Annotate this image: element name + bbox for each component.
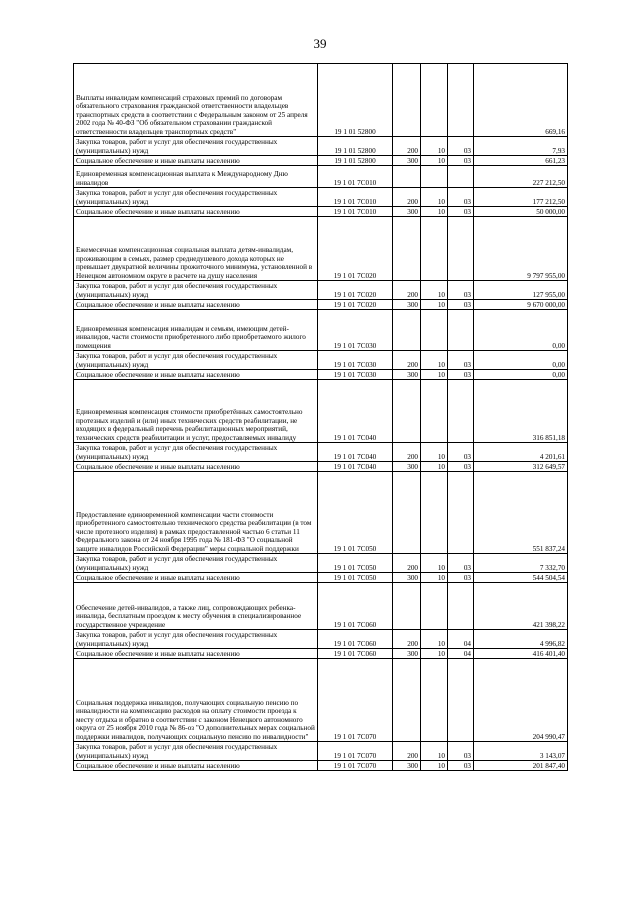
row-amount-cell: 9 670 000,00 (474, 300, 568, 310)
row-amount-cell: 551 837,24 (474, 472, 568, 554)
row-section-cell: 10 (421, 649, 448, 659)
row-expense-type-cell: 200 (393, 554, 421, 573)
row-section-cell (421, 166, 448, 188)
row-section-cell (421, 472, 448, 554)
row-amount-cell: 4 996,82 (474, 630, 568, 649)
table-row (74, 554, 568, 573)
table-row (74, 659, 568, 742)
row-amount-cell: 0,00 (474, 370, 568, 380)
table-row (74, 443, 568, 462)
row-target-article-cell: 19 1 01 7С060 (318, 630, 393, 649)
row-name-cell: Социальное обеспечение и иные выплаты населению (74, 462, 318, 472)
table-row (74, 462, 568, 472)
row-section-cell (421, 64, 448, 137)
row-name-cell: Ежемесячная компенсационная социальная выплата детям-инвалидам, проживающим в семьях, размер среднедушевого дохода которых не превышает двукратной величины прожиточного минимума, установленной в Ненецком автономном округе в расчете на душу населения (74, 217, 318, 281)
row-amount-cell: 7,93 (474, 137, 568, 156)
row-name-cell: Единовременная компенсация стоимости приобретённых самостоятельно протезных изделий и (или) иных технических средств реабилитации, не входящих в федеральный перечень реабилитационных мероприятий, технических средств реабилитации и услуг, предоставляемых инвалиду (74, 380, 318, 443)
row-expense-type-cell: 300 (393, 649, 421, 659)
row-name-cell: Социальное обеспечение и иные выплаты населению (74, 156, 318, 166)
row-name-cell: Единовременная компенсационная выплата к Международному Дню инвалидов (74, 166, 318, 188)
table-row (74, 156, 568, 166)
row-section-cell: 10 (421, 300, 448, 310)
row-target-article-cell: 19 1 01 7С060 (318, 649, 393, 659)
row-name-cell: Социальное обеспечение и иные выплаты населению (74, 300, 318, 310)
row-subsection-cell: 03 (448, 554, 474, 573)
row-target-article-cell: 19 1 01 7С070 (318, 659, 393, 742)
row-expense-type-cell: 200 (393, 137, 421, 156)
row-amount-cell: 316 851,18 (474, 380, 568, 443)
row-amount-cell: 0,00 (474, 351, 568, 370)
row-expense-type-cell (393, 659, 421, 742)
row-subsection-cell (448, 217, 474, 281)
row-target-article-cell: 19 1 01 7С040 (318, 380, 393, 443)
row-subsection-cell: 03 (448, 281, 474, 300)
row-amount-cell: 421 398,22 (474, 583, 568, 630)
row-name-cell: Закупка товаров, работ и услуг для обеспечения государственных (муниципальных) нужд (74, 443, 318, 462)
row-target-article-cell: 19 1 01 7С010 (318, 207, 393, 217)
row-amount-cell: 669,16 (474, 64, 568, 137)
table-row (74, 217, 568, 281)
budget-table (73, 63, 568, 771)
row-subsection-cell (448, 472, 474, 554)
row-subsection-cell (448, 166, 474, 188)
row-target-article-cell: 19 1 01 52800 (318, 137, 393, 156)
row-subsection-cell: 03 (448, 370, 474, 380)
row-section-cell: 10 (421, 188, 448, 207)
row-section-cell: 10 (421, 443, 448, 462)
table-row (74, 472, 568, 554)
row-expense-type-cell: 200 (393, 443, 421, 462)
row-name-cell: Выплаты инвалидам компенсаций страховых премий по договорам обязательного страхования гражданской ответственности владельцев транспортных средств в соответствии с Федеральным законом от 25 апреля 2002 года № 40-ФЗ "Об обязательном страховании гражданской ответственности владельцев транспортных средств" (74, 64, 318, 137)
row-name-cell: Социальное обеспечение и иные выплаты населению (74, 573, 318, 583)
row-target-article-cell: 19 1 01 7С020 (318, 217, 393, 281)
row-section-cell: 10 (421, 761, 448, 771)
table-row (74, 630, 568, 649)
row-amount-cell: 204 990,47 (474, 659, 568, 742)
row-target-article-cell: 19 1 01 7С050 (318, 472, 393, 554)
row-target-article-cell: 19 1 01 7С070 (318, 761, 393, 771)
row-name-cell: Социальное обеспечение и иные выплаты населению (74, 370, 318, 380)
row-amount-cell: 661,23 (474, 156, 568, 166)
row-subsection-cell (448, 583, 474, 630)
row-amount-cell: 416 401,40 (474, 649, 568, 659)
row-expense-type-cell (393, 217, 421, 281)
row-target-article-cell: 19 1 01 7С040 (318, 443, 393, 462)
row-subsection-cell: 03 (448, 573, 474, 583)
row-target-article-cell: 19 1 01 7С040 (318, 462, 393, 472)
row-subsection-cell: 03 (448, 462, 474, 472)
row-expense-type-cell (393, 472, 421, 554)
row-amount-cell: 312 649,57 (474, 462, 568, 472)
row-section-cell (421, 217, 448, 281)
row-section-cell (421, 659, 448, 742)
row-amount-cell: 127 955,00 (474, 281, 568, 300)
row-subsection-cell (448, 64, 474, 137)
row-name-cell: Социальное обеспечение и иные выплаты населению (74, 207, 318, 217)
row-amount-cell: 4 201,61 (474, 443, 568, 462)
row-subsection-cell: 03 (448, 188, 474, 207)
row-expense-type-cell: 300 (393, 300, 421, 310)
table-row (74, 207, 568, 217)
row-expense-type-cell (393, 310, 421, 351)
row-section-cell: 10 (421, 207, 448, 217)
row-section-cell: 10 (421, 156, 448, 166)
row-section-cell: 10 (421, 554, 448, 573)
row-expense-type-cell: 300 (393, 370, 421, 380)
row-name-cell: Закупка товаров, работ и услуг для обеспечения государственных (муниципальных) нужд (74, 188, 318, 207)
table-row (74, 310, 568, 351)
row-expense-type-cell: 300 (393, 207, 421, 217)
row-name-cell: Закупка товаров, работ и услуг для обеспечения государственных (муниципальных) нужд (74, 281, 318, 300)
row-name-cell: Закупка товаров, работ и услуг для обеспечения государственных (муниципальных) нужд (74, 630, 318, 649)
row-amount-cell: 3 143,07 (474, 742, 568, 761)
row-name-cell: Закупка товаров, работ и услуг для обеспечения государственных (муниципальных) нужд (74, 554, 318, 573)
budget-table-body (74, 64, 568, 771)
row-name-cell: Социальное обеспечение и иные выплаты населению (74, 761, 318, 771)
row-name-cell: Единовременная компенсация инвалидам и семьям, имеющим детей-инвалидов, части стоимости приобретенного либо приобретаемого жилого помещения (74, 310, 318, 351)
table-row (74, 761, 568, 771)
table-row (74, 649, 568, 659)
row-section-cell: 10 (421, 137, 448, 156)
row-target-article-cell: 19 1 01 52800 (318, 64, 393, 137)
row-target-article-cell: 19 1 01 7С070 (318, 742, 393, 761)
row-target-article-cell: 19 1 01 7С020 (318, 281, 393, 300)
row-name-cell: Обеспечение детей-инвалидов, а также лиц, сопровождающих ребенка-инвалида, бесплатным проездом к месту обучения в специализированное государственное учреждение (74, 583, 318, 630)
row-amount-cell: 177 212,50 (474, 188, 568, 207)
row-amount-cell: 9 797 955,00 (474, 217, 568, 281)
page-number: 39 (313, 36, 327, 51)
table-row (74, 380, 568, 443)
row-target-article-cell: 19 1 01 7С030 (318, 370, 393, 380)
row-section-cell: 10 (421, 351, 448, 370)
row-target-article-cell: 19 1 01 7С020 (318, 300, 393, 310)
row-subsection-cell: 04 (448, 649, 474, 659)
row-name-cell: Социальная поддержка инвалидов, получающих социальную пенсию по инвалидности на компенсацию расходов на оплату стоимости проезда к месту отдыха и обратно в соответствии с законом Ненецкого автономного округа от 25 ноября 2010 года № 86-оз "О дополнительных мерах социальной поддержки инвалидов, получающих социальную пенсию по инвалидности" (74, 659, 318, 742)
row-amount-cell: 50 000,00 (474, 207, 568, 217)
table-row (74, 281, 568, 300)
row-section-cell: 10 (421, 370, 448, 380)
table-row (74, 742, 568, 761)
table-row (74, 351, 568, 370)
row-expense-type-cell (393, 166, 421, 188)
row-subsection-cell: 03 (448, 351, 474, 370)
row-name-cell: Предоставление единовременной компенсации части стоимости приобретенного самостоятельно технического средства реабилитации (в том числе протезного изделия) в рамках предоставленной частью 6 статьи 11 Федерального закона от 24 ноября 1995 года № 181-ФЗ "О социальной защите инвалидов Российской Федерации" меры социальной поддержки (74, 472, 318, 554)
row-section-cell (421, 380, 448, 443)
row-amount-cell: 227 212,50 (474, 166, 568, 188)
row-amount-cell: 544 504,54 (474, 573, 568, 583)
row-target-article-cell: 19 1 01 7С060 (318, 583, 393, 630)
row-name-cell: Социальное обеспечение и иные выплаты населению (74, 649, 318, 659)
row-expense-type-cell: 300 (393, 462, 421, 472)
table-row (74, 188, 568, 207)
row-amount-cell: 0,00 (474, 310, 568, 351)
row-amount-cell: 7 332,70 (474, 554, 568, 573)
row-expense-type-cell: 300 (393, 573, 421, 583)
row-expense-type-cell: 200 (393, 351, 421, 370)
row-subsection-cell (448, 659, 474, 742)
row-name-cell: Закупка товаров, работ и услуг для обеспечения государственных (муниципальных) нужд (74, 351, 318, 370)
table-row (74, 300, 568, 310)
row-subsection-cell: 03 (448, 761, 474, 771)
row-subsection-cell: 03 (448, 207, 474, 217)
row-target-article-cell: 19 1 01 7С030 (318, 351, 393, 370)
row-target-article-cell: 19 1 01 7С010 (318, 166, 393, 188)
row-section-cell (421, 310, 448, 351)
row-subsection-cell (448, 380, 474, 443)
row-subsection-cell: 03 (448, 300, 474, 310)
row-expense-type-cell (393, 583, 421, 630)
row-expense-type-cell (393, 64, 421, 137)
row-expense-type-cell (393, 380, 421, 443)
row-section-cell: 10 (421, 742, 448, 761)
row-section-cell: 10 (421, 281, 448, 300)
row-subsection-cell: 04 (448, 630, 474, 649)
row-expense-type-cell: 200 (393, 281, 421, 300)
table-row (74, 583, 568, 630)
row-target-article-cell: 19 1 01 7С010 (318, 188, 393, 207)
row-subsection-cell: 03 (448, 156, 474, 166)
row-subsection-cell (448, 310, 474, 351)
row-amount-cell: 201 847,40 (474, 761, 568, 771)
table-row (74, 370, 568, 380)
row-section-cell (421, 583, 448, 630)
row-subsection-cell: 03 (448, 443, 474, 462)
row-expense-type-cell: 300 (393, 761, 421, 771)
row-expense-type-cell: 200 (393, 630, 421, 649)
row-subsection-cell: 03 (448, 742, 474, 761)
table-row (74, 573, 568, 583)
table-row (74, 137, 568, 156)
row-target-article-cell: 19 1 01 7С050 (318, 573, 393, 583)
row-section-cell: 10 (421, 573, 448, 583)
row-expense-type-cell: 200 (393, 742, 421, 761)
table-row (74, 166, 568, 188)
row-expense-type-cell: 300 (393, 156, 421, 166)
row-target-article-cell: 19 1 01 52800 (318, 156, 393, 166)
row-section-cell: 10 (421, 462, 448, 472)
table-row (74, 64, 568, 137)
row-target-article-cell: 19 1 01 7С030 (318, 310, 393, 351)
row-subsection-cell: 03 (448, 137, 474, 156)
row-name-cell: Закупка товаров, работ и услуг для обеспечения государственных (муниципальных) нужд (74, 742, 318, 761)
row-name-cell: Закупка товаров, работ и услуг для обеспечения государственных (муниципальных) нужд (74, 137, 318, 156)
row-expense-type-cell: 200 (393, 188, 421, 207)
row-section-cell: 10 (421, 630, 448, 649)
row-target-article-cell: 19 1 01 7С050 (318, 554, 393, 573)
